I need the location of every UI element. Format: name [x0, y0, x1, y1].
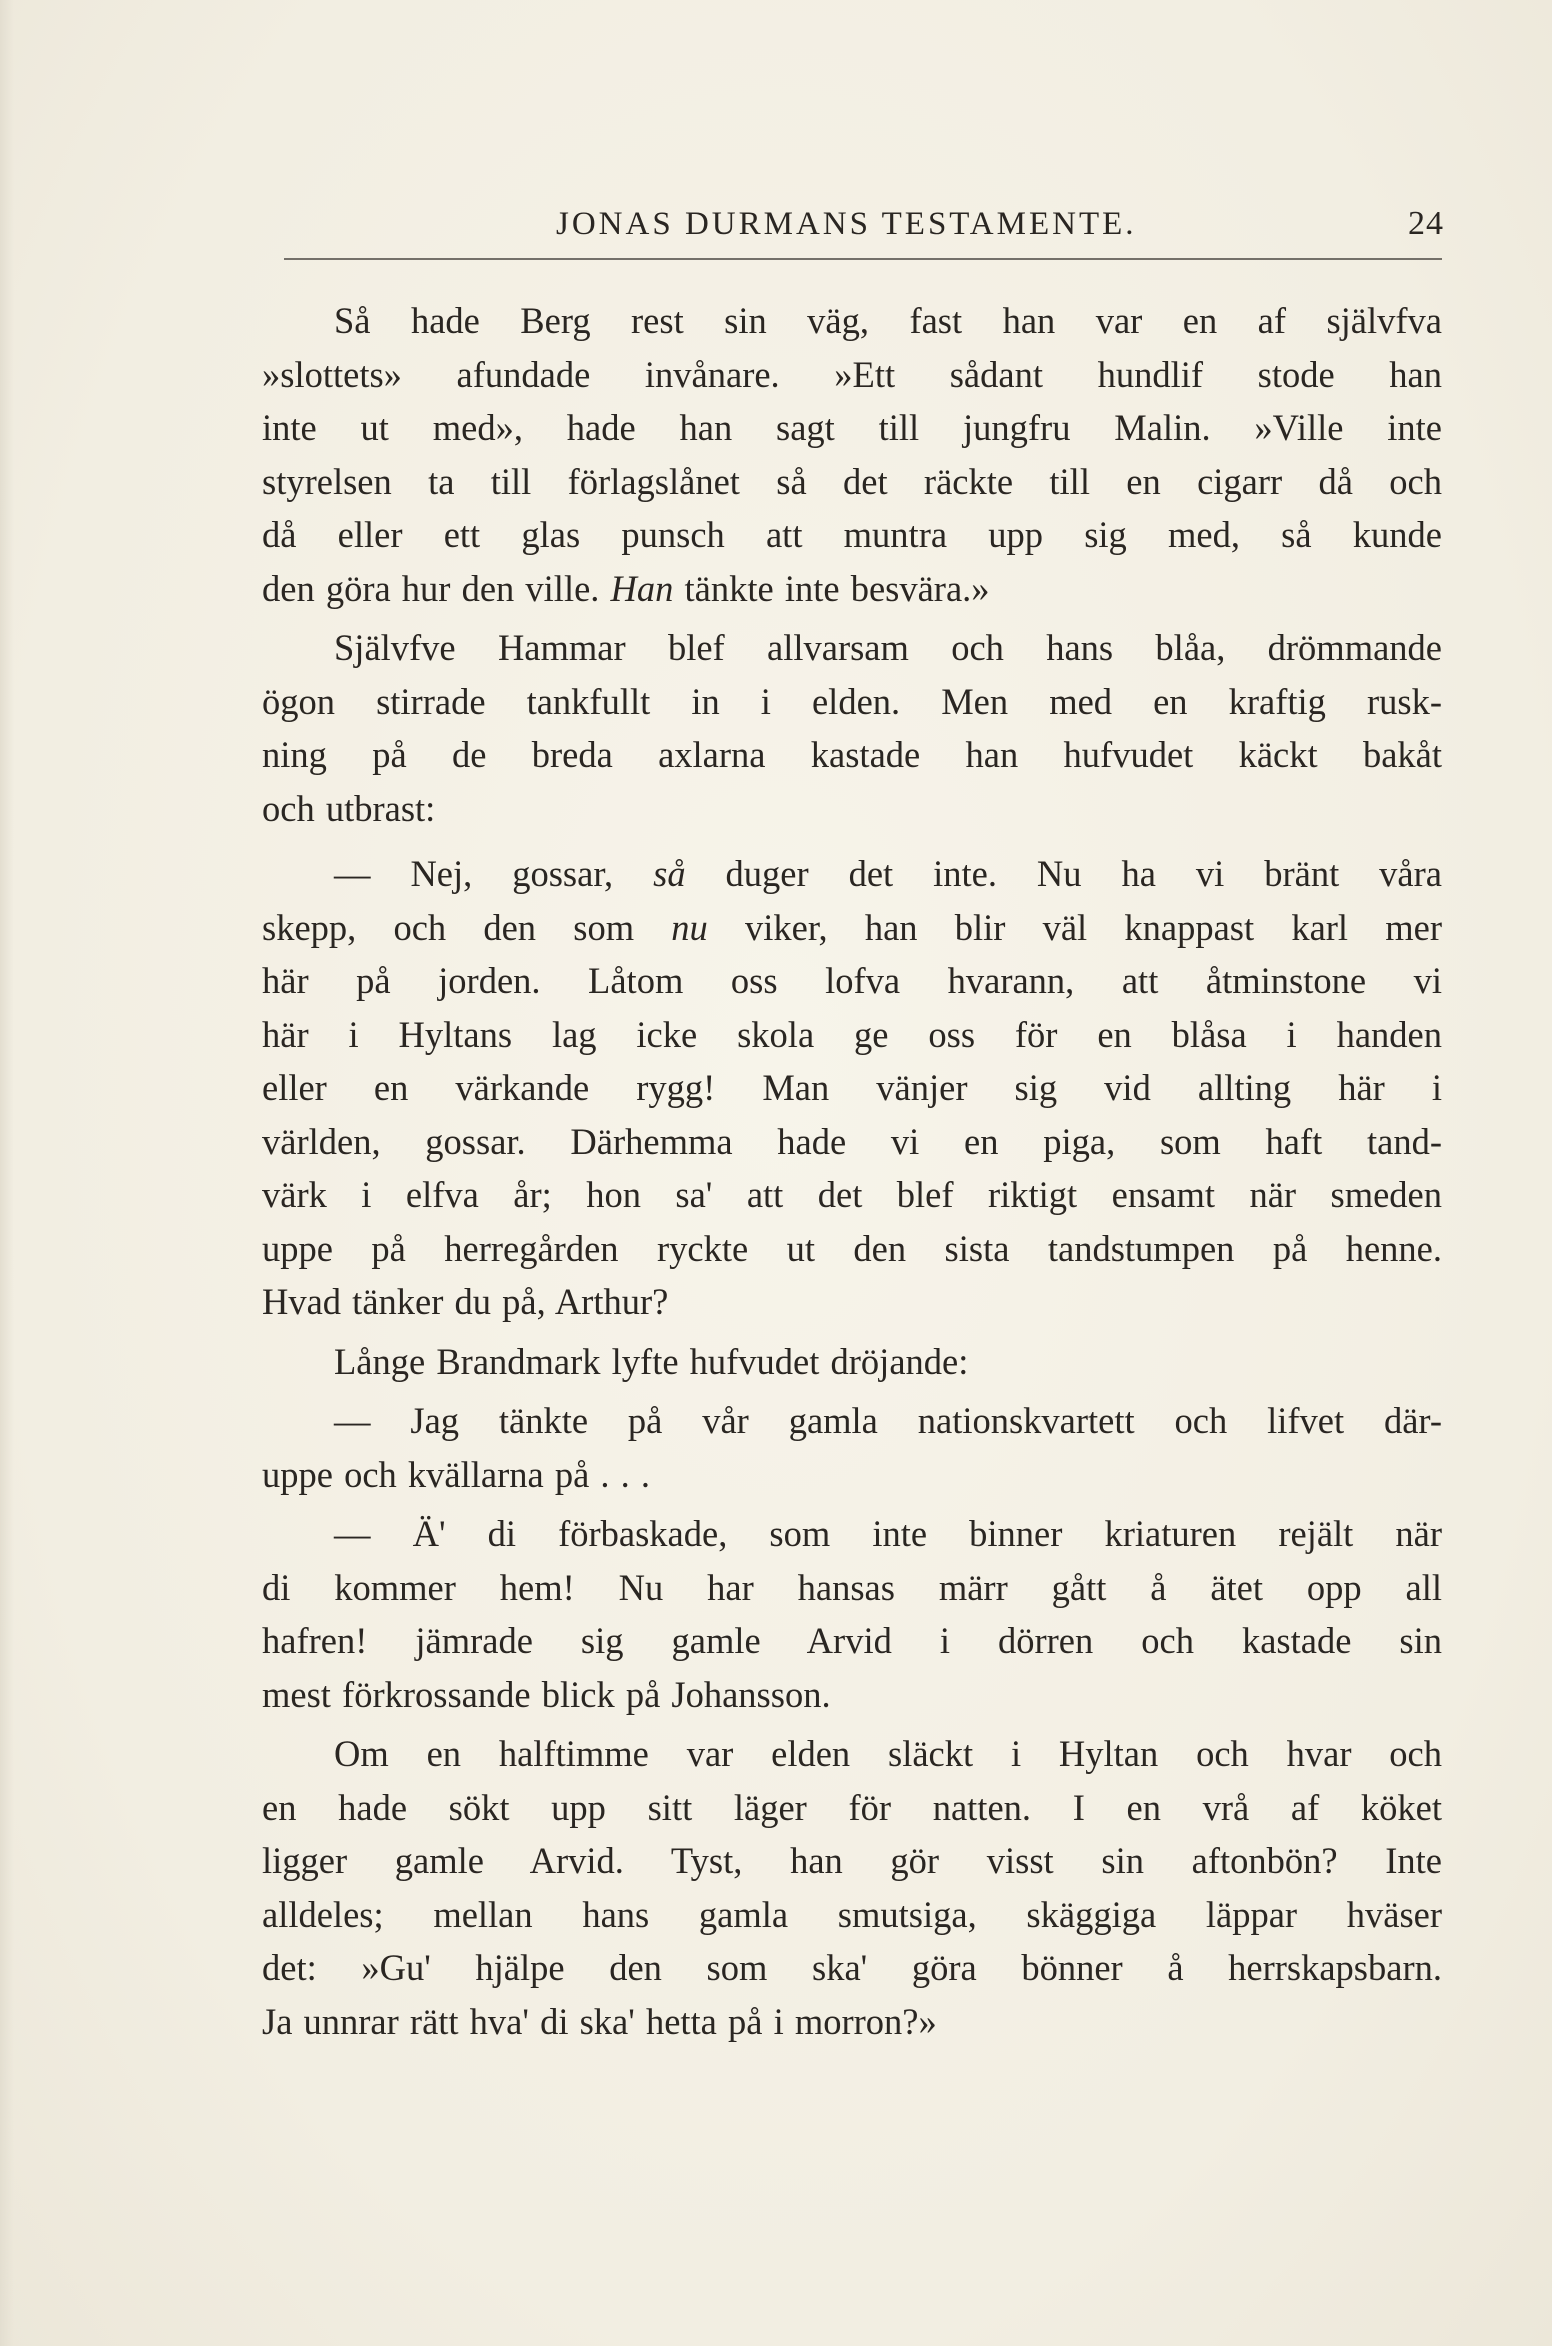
paragraph-7 — [262, 1727, 1442, 2048]
text-line — [262, 847, 1442, 901]
page-header — [556, 196, 1444, 252]
text-line: uppe och kvällarna på . . . — [262, 1453, 651, 1495]
paragraph-6 — [262, 1507, 1442, 1721]
text-line: Så hade Berg rest sin väg, fast han var en af självfva — [334, 300, 1442, 341]
text-line: uppe på herregården ryckte ut den sista tandstumpen på henne. — [262, 1227, 1442, 1269]
text-line: ligger gamle Arvid. Tyst, han gör visst sin aftonbön? Inte — [262, 1840, 1442, 1881]
italic-emphasis: så — [653, 853, 686, 894]
text-run: tänkte inte besvära.» — [673, 567, 990, 609]
text-line — [262, 901, 1442, 955]
italic-emphasis: nu — [671, 906, 708, 948]
text-line: hafren! jämrade sig gamle Arvid i dörren och kastade sin — [262, 1620, 1442, 1661]
text-line: mest förkrossande blick på Johansson. — [262, 1673, 831, 1715]
text-run: viker, han blir väl knappast karl mer — [707, 906, 1442, 948]
text-line — [262, 562, 1442, 616]
body-text — [262, 294, 1442, 2048]
paragraph-2 — [262, 621, 1442, 835]
text-run: — Nej, gossar, — [334, 853, 654, 894]
text-line: ögon stirrade tankfullt in i elden. Men med en kraftig rusk- — [262, 680, 1442, 722]
text-line: — Jag tänkte på vår gamla nationskvartett och lifvet där- — [334, 1400, 1442, 1441]
text-line: värk i elfva år; hon sa' att det blef riktigt ensamt när smeden — [262, 1174, 1442, 1215]
paragraph-3 — [262, 847, 1442, 1329]
page-number: 24 — [1408, 205, 1444, 242]
text-line: di kommer hem! Nu har hansas märr gått å ätet opp all — [262, 1566, 1442, 1608]
text-line: här på jorden. Låtom oss lofva hvarann, att åtminstone vi — [262, 960, 1442, 1001]
running-title: JONAS DURMANS TESTAMENTE. — [556, 206, 1137, 242]
text-line: världen, gossar. Därhemma hade vi en piga, som haft tand- — [262, 1120, 1442, 1162]
text-line: här i Hyltans lag icke skola ge oss för en blåsa i handen — [262, 1013, 1442, 1055]
text-line: »slottets» afundade invånare. »Ett sådant hundlif stode han — [262, 353, 1442, 395]
paragraph-5 — [262, 1394, 1442, 1501]
text-line: Om en halftimme var elden släckt i Hyltan och hvar och — [334, 1733, 1442, 1774]
text-line: ning på de breda axlarna kastade han hufvudet käckt bakåt — [262, 734, 1442, 775]
text-line: alldeles; mellan hans gamla smutsiga, skäggiga läppar hväser — [262, 1893, 1442, 1935]
text-line: då eller ett glas punsch att muntra upp sig med, så kunde — [262, 514, 1442, 555]
page-edge-shadow — [0, 0, 14, 2346]
text-run: duger det inte. Nu ha vi bränt våra — [685, 853, 1442, 894]
text-line: en hade sökt upp sitt läger för natten. I en vrå af köket — [262, 1786, 1442, 1828]
text-line: styrelsen ta till förlagslånet så det räckte till en cigarr då och — [262, 460, 1442, 502]
text-line: inte ut med», hade han sagt till jungfru Malin. »Ville inte — [262, 407, 1442, 448]
text-line: Långe Brandmark lyfte hufvudet dröjande: — [334, 1340, 969, 1382]
paragraph-1 — [262, 294, 1442, 615]
text-run: skepp, och den som — [262, 906, 672, 948]
text-run: den göra hur den ville. — [262, 567, 611, 609]
text-line: Ja unnrar rätt hva' di ska' hetta på i morron?» — [262, 2000, 937, 2042]
text-line: det: »Gu' hjälpe den som ska' göra bönner å herrskapsbarn. — [262, 1947, 1442, 1988]
text-line: Självfve Hammar blef allvarsam och hans blåa, drömmande — [334, 627, 1442, 668]
italic-emphasis: Han — [610, 567, 674, 609]
text-line: Hvad tänker du på, Arthur? — [262, 1281, 669, 1322]
paragraph-4 — [262, 1335, 1442, 1389]
text-line: eller en värkande rygg! Man vänjer sig vid allting här i — [262, 1067, 1442, 1108]
header-rule — [284, 258, 1442, 260]
text-line: — Ä' di förbaskade, som inte binner kriaturen rejält när — [334, 1513, 1442, 1554]
text-line: och utbrast: — [262, 787, 436, 829]
